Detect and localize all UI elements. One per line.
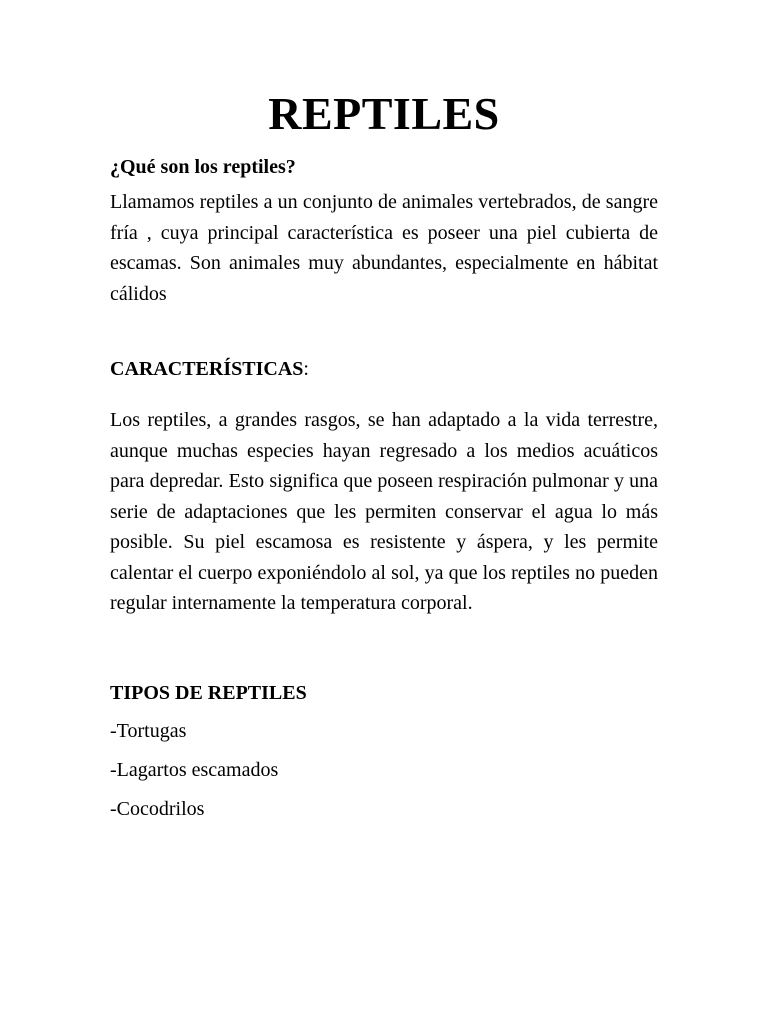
section-heading-que-son: ¿Qué son los reptiles?	[110, 156, 296, 178]
list-item: -Lagartos escamados	[110, 759, 279, 781]
section-paragraph-que-son: Llamamos reptiles a un conjunto de animales vertebrados, de sangre fría , cuya principal característica es poseer una piel cubierta de escamas. Son animales muy abundantes, especialmente en hábitat cálidos	[110, 191, 658, 305]
section-heading-caracteristicas	[110, 354, 309, 384]
section-heading-tipos: TIPOS DE REPTILES	[110, 682, 307, 704]
heading-colon: :	[303, 358, 309, 380]
list-item: -Cocodrilos	[110, 798, 205, 820]
section-heading-caracteristicas-text: CARACTERÍSTICAS	[110, 358, 304, 380]
page-title: REPTILES	[268, 88, 500, 139]
section-paragraph-caracteristicas: Los reptiles, a grandes rasgos, se han adaptado a la vida terrestre, aunque muchas especies hayan regresado a los medios acuáticos para depredar. Esto significa que poseen respiración pulmonar y una serie de adaptaciones que les permiten conservar el agua lo más posible. Su piel escamosa es resistente y áspera, y les permite calentar el cuerpo exponiéndolo al sol, ya que los reptiles no pueden regular internamente la temperatura corporal.	[110, 409, 658, 614]
list-item: -Tortugas	[110, 720, 187, 742]
